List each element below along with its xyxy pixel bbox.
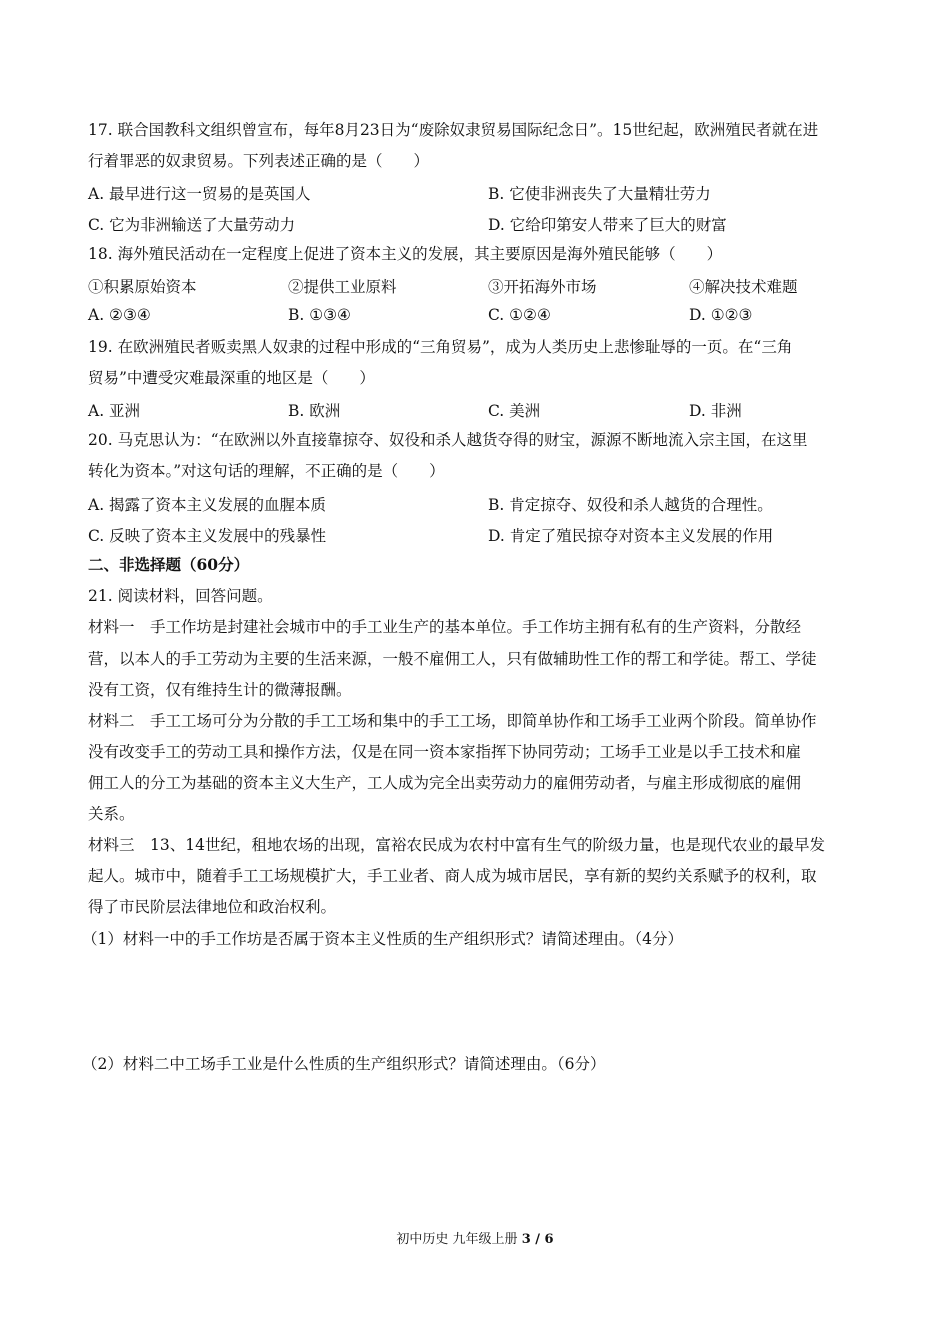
q20-option-b: B. 肯定掠夺、奴役和杀人越货的合理性。 [488,496,773,514]
q18-options-row [88,306,878,326]
q17-options-row2 [88,213,878,233]
q17-option-d: D. 它给印第安人带来了巨大的财富 [488,216,727,234]
q19-option-d: D. 非洲 [689,402,742,420]
q18-item-4: ④解决技术难题 [689,278,798,296]
q19-stem-line2: 贸易”中遭受灾难最深重的地区是（ ） [88,369,375,387]
q17-options-row1 [88,182,878,202]
page-number: 3 / 6 [521,1232,554,1247]
q21-material3-line1: 材料三 13、14世纪，租地农场的出现，富裕农民成为农村中富有生气的阶级力量，也是现代农业的最早发 [88,836,825,854]
q21-material2-line1: 材料二 手工工场可分为分散的手工工场和集中的手工工场，即简单协作和工场手工业两个阶段。简单协作 [88,712,817,730]
q18-option-d: D. ①②③ [689,306,753,324]
q18-item-1: ①积累原始资本 [88,278,197,296]
q21-material3-line2: 起人。城市中，随着手工工场规模扩大，手工业者、商人成为城市居民，享有新的契约关系赋予的权利，取 [88,867,817,885]
q18-option-a: A. ②③④ [88,306,151,324]
q21-material1-line1: 材料一 手工作坊是封建社会城市中的手工业生产的基本单位。手工作坊主拥有私有的生产资料，分散经 [88,618,802,636]
q21-material1-line2: 营，以本人的手工劳动为主要的生活来源，一般不雇佣工人，只有做辅助性工作的帮工和学徒。帮工、学徒 [88,650,817,668]
footer-subject: 初中历史 九年级上册 [396,1232,522,1247]
q19-option-a: A. 亚洲 [88,402,141,420]
q17-option-a: A. 最早进行这一贸易的是英国人 [88,185,311,203]
q19-stem-line1: 19. 在欧洲殖民者贩卖黑人奴隶的过程中形成的“三角贸易”，成为人类历史上悲惨耻辱的一页。在“三角 [88,338,793,356]
q19-options-row [88,399,878,419]
q19-option-c: C. 美洲 [488,402,541,420]
q20-option-d: D. 肯定了殖民掠夺对资本主义发展的作用 [488,527,774,545]
q20-stem-line2: 转化为资本。”对这句话的理解，不正确的是（ ） [88,462,445,480]
q21-material1-line3: 没有工资，仅有维持生计的微薄报酬。 [88,681,352,699]
section-title: 二、非选择题（60分） [88,555,250,574]
q18-stem-line1: 18. 海外殖民活动在一定程度上促进了资本主义的发展，其主要原因是海外殖民能够（ ） [88,245,723,263]
q18-option-b: B. ①③④ [288,306,351,324]
q21-material3-line3: 得了市民阶层法律地位和政治权利。 [88,898,337,916]
q18-items-row [88,275,878,295]
q20-options-row2 [88,524,878,544]
q18-option-c: C. ①②④ [488,306,551,324]
q18-item-2: ②提供工业原料 [288,278,397,296]
q20-stem-line1: 20. 马克思认为：“在欧洲以外直接靠掠夺、奴役和杀人越货夺得的财宝，源源不断地流入宗主国，在这里 [88,431,808,449]
q21-subquestion-1: （1）材料一中的手工作坊是否属于资本主义性质的生产组织形式？请简述理由。（4分） [82,930,683,948]
q21-material2-line2: 没有改变手工的劳动工具和操作方法，仅是在同一资本家指挥下协同劳动；工场手工业是以手工技术和雇 [88,743,802,761]
q21-material2-line3: 佣工人的分工为基础的资本主义大生产，工人成为完全出卖劳动力的雇佣劳动者，与雇主形成彻底的雇佣 [88,774,802,792]
q17-option-c: C. 它为非洲输送了大量劳动力 [88,216,296,234]
q20-option-c: C. 反映了资本主义发展中的残暴性 [88,527,327,545]
q21-subquestion-2: （2）材料二中工场手工业是什么性质的生产组织形式？请简述理由。（6分） [82,1055,606,1073]
q17-stem-line1: 17. 联合国教科文组织曾宣布，每年8月23日为“废除奴隶贸易国际纪念日”。15世纪起，欧洲殖民者就在进 [88,121,819,139]
page-footer [0,1228,950,1247]
q21-intro: 21. 阅读材料，回答问题。 [88,587,273,605]
q20-options-row1 [88,493,878,513]
q17-stem-line2: 行着罪恶的奴隶贸易。下列表述正确的是（ ） [88,152,430,170]
q20-option-a: A. 揭露了资本主义发展的血腥本质 [88,496,327,514]
q17-option-b: B. 它使非洲丧失了大量精壮劳力 [488,185,711,203]
q18-item-3: ③开拓海外市场 [488,278,597,296]
q19-option-b: B. 欧洲 [288,402,341,420]
q21-material2-line4: 关系。 [88,805,135,823]
